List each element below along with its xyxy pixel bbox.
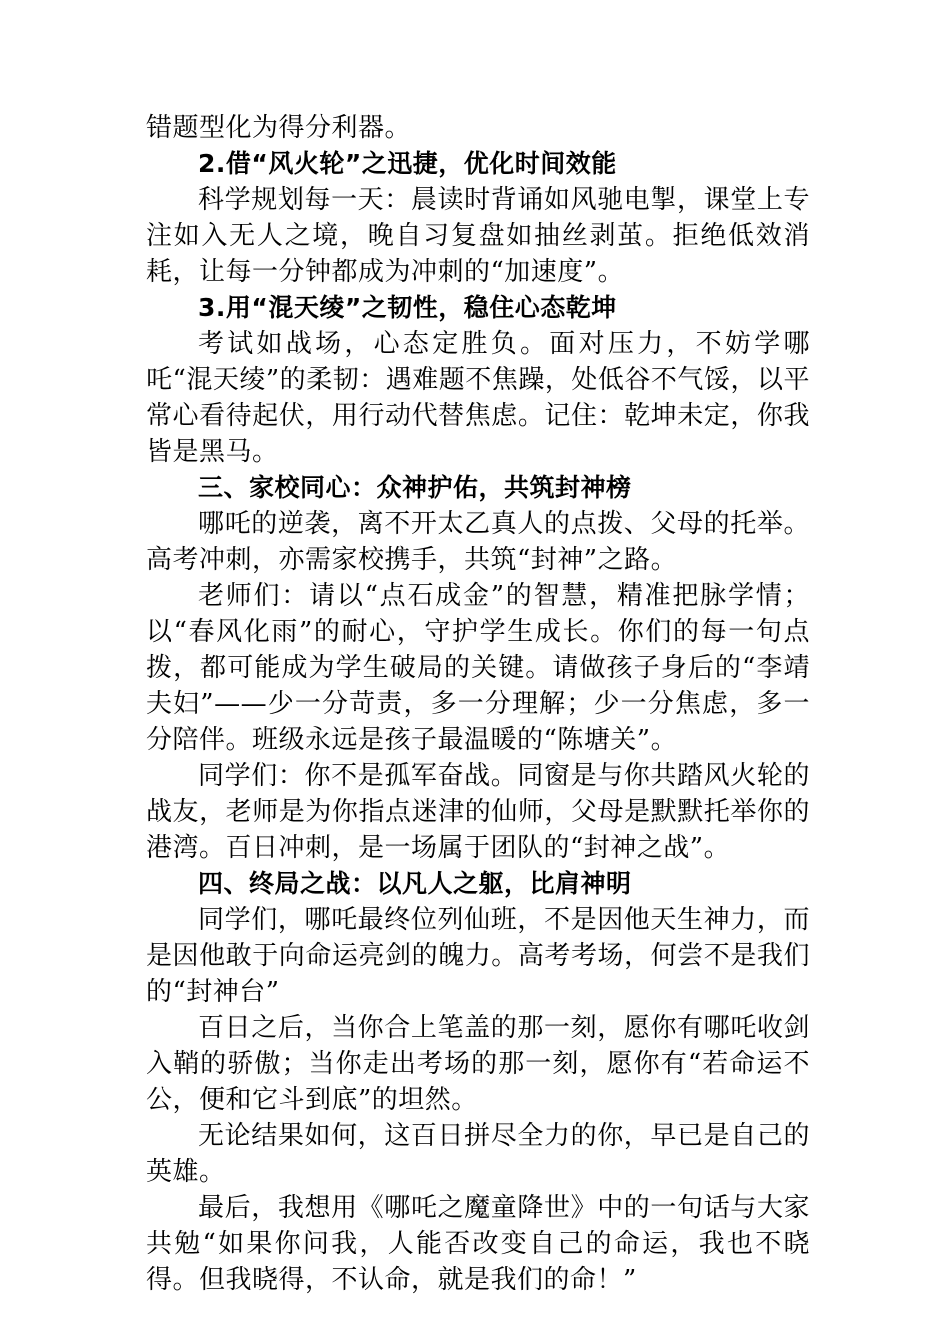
- paragraph-teachers: 老师们：请以“点石成金”的智慧，精准把脉学情；以“春风化雨”的耐心，守护学生成长。你们的每一句点拨，都可能成为学生破局的关键。请做孩子身后的“李靖夫妇”——少一分苛责，多一分理解；少一分焦虑，多一分陪伴。班级永远是孩子最温暖的“陈塘关”。: [146, 581, 810, 755]
- section-heading-3: 3.用“混天绫”之韧性，稳住心态乾坤: [198, 293, 617, 322]
- paragraph-students: 同学们：你不是孤军奋战。同窗是与你共踏风火轮的战友，老师是为你指点迷津的仙师，父母是默默托举你的港湾。百日冲刺，是一场属于团队的“封神之战”。: [146, 761, 810, 863]
- paragraph: 百日之后，当你合上笔盖的那一刻，愿你有哪吒收剑入鞘的骄傲；当你走出考场的那一刻，愿你有“若命运不公，便和它斗到底”的坦然。: [146, 1013, 810, 1115]
- section-heading-four: 四、终局之战：以凡人之躯，比肩神明: [198, 869, 632, 898]
- paragraph: 同学们，哪吒最终位列仙班，不是因他天生神力，而是因他敢于向命运亮剑的魄力。高考考场，何尝不是我们的“封神台”: [146, 905, 810, 1007]
- paragraph: 哪吒的逆袭，离不开太乙真人的点拨、父母的托举。高考冲刺，亦需家校携手，共筑“封神”之路。: [146, 509, 810, 575]
- paragraph: 考试如战场，心态定胜负。面对压力，不妨学哪吒“混天绫”的柔韧：遇难题不焦躁，处低谷不气馁，以平常心看待起伏，用行动代替焦虑。记住：乾坤未定，你我皆是黑马。: [146, 329, 810, 467]
- paragraph: 科学规划每一天：晨读时背诵如风驰电掣，课堂上专注如入无人之境，晚自习复盘如抽丝剥茧。拒绝低效消耗，让每一分钟都成为冲刺的“加速度”。: [146, 185, 810, 287]
- section-heading-2: 2.借“风火轮”之迅捷，优化时间效能: [198, 149, 617, 178]
- paragraph-continuation: 错题型化为得分利器。: [146, 113, 412, 143]
- paragraph: 无论结果如何，这百日拼尽全力的你，早已是自己的英雄。: [146, 1121, 810, 1187]
- section-heading-three: 三、家校同心：众神护佑，共筑封神榜: [198, 473, 632, 502]
- paragraph-closing-quote: 最后，我想用《哪吒之魔童降世》中的一句话与大家共勉“如果你问我，人能否改变自己的命运，我也不晓得。但我晓得，不认命，就是我们的命！”: [146, 1193, 810, 1295]
